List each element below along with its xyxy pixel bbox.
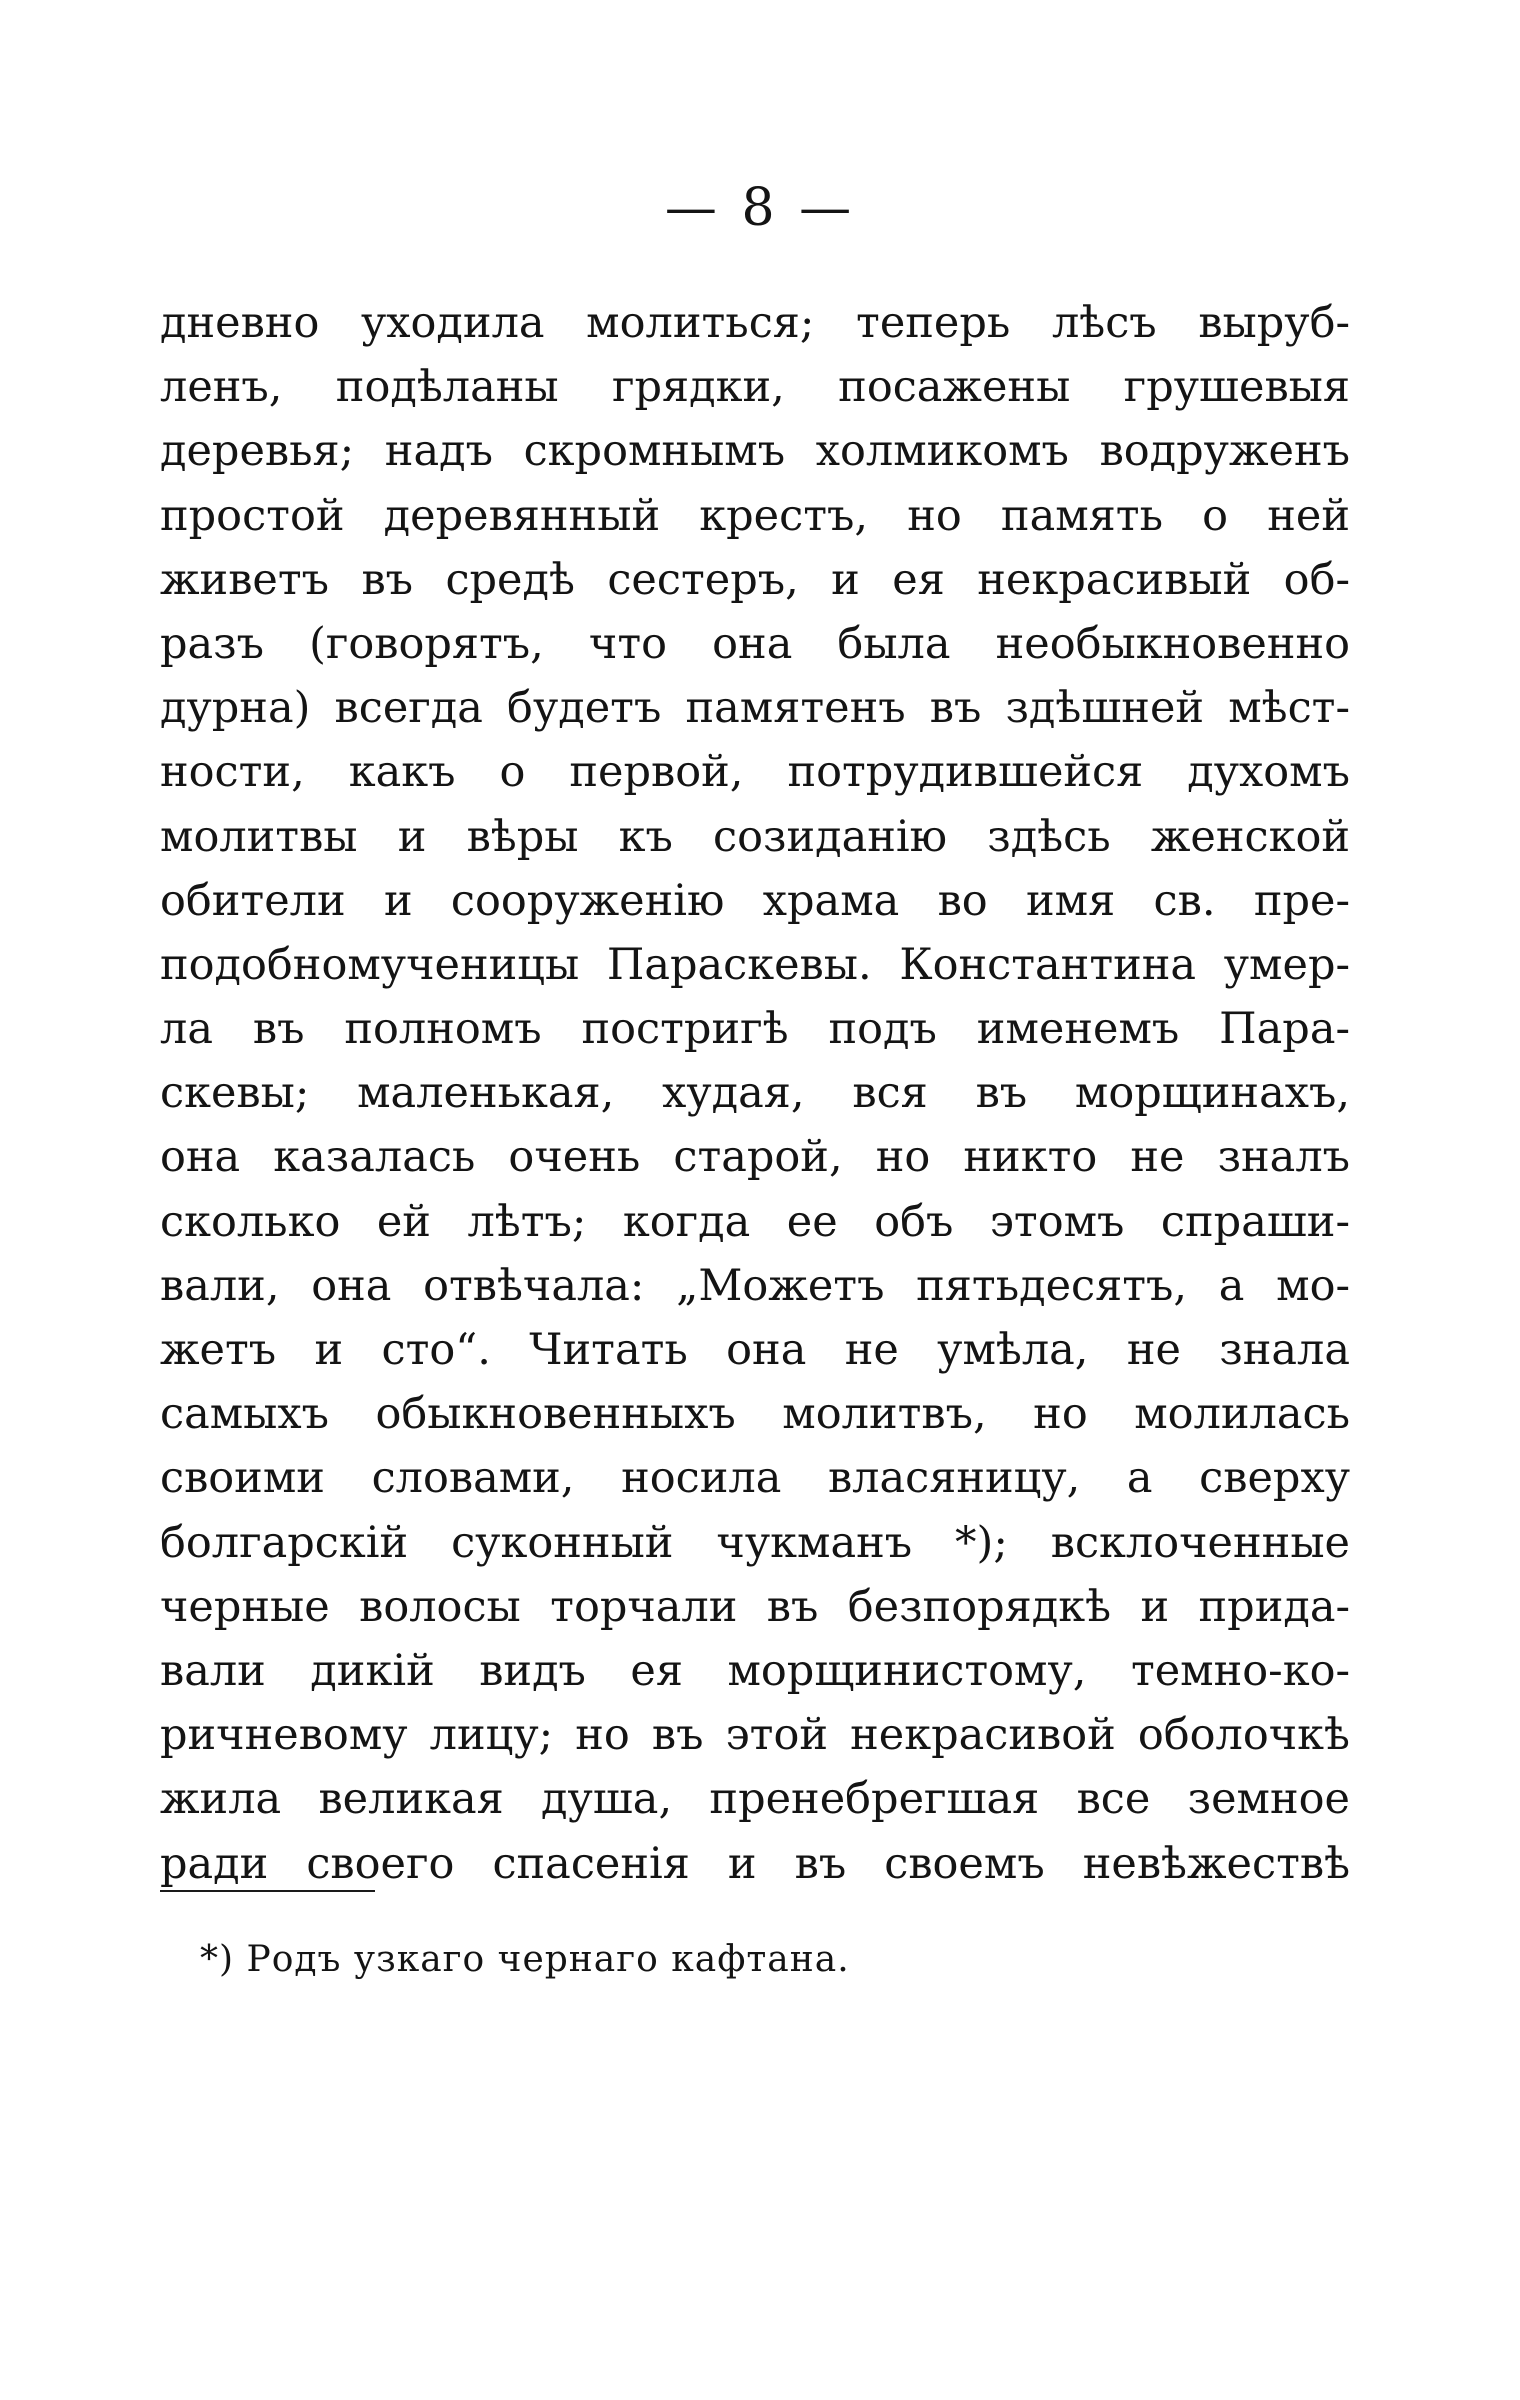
footnote-divider <box>160 1890 375 1892</box>
text-line: ради своего спасенія и въ своемъ невѣжествѣ <box>160 1838 1350 1889</box>
text-line: молитвы и вѣры къ созиданію здѣсь женской <box>160 811 1350 862</box>
page-number: — 8 — <box>664 178 856 238</box>
text-line: своими словами, носила власяницу, а сверху <box>160 1453 1350 1504</box>
text-line: ла въ полномъ постригѣ подъ именемъ Пара- <box>160 1004 1350 1055</box>
text-line: болгарскій суконный чукманъ *); всклоченные <box>160 1517 1350 1568</box>
text-line: обители и сооруженію храма во имя св. пре- <box>160 875 1350 926</box>
footnote: *) Родъ узкаго чернаго кафтана. <box>200 1939 850 1980</box>
text-line: жетъ и сто“. Читать она не умѣла, не знала <box>160 1325 1350 1375</box>
text-line: ности, какъ о первой, потрудившейся духомъ <box>160 747 1350 798</box>
text-line: вали, она отвѣчала: „Можетъ пятьдесятъ, а мо- <box>160 1260 1350 1311</box>
text-line: вали дикій видъ ея морщинистому, темно-ко- <box>160 1645 1350 1696</box>
text-line: подобномученицы Параскевы. Константина умер- <box>160 939 1350 990</box>
text-line: ричневому лицу; но въ этой некрасивой оболочкѣ <box>160 1710 1350 1761</box>
text-line: черные волосы торчали въ безпорядкѣ и прида- <box>160 1581 1350 1632</box>
text-line: деревья; надъ скромнымъ холмикомъ водруженъ <box>160 426 1350 477</box>
text-line: дневно уходила молиться; теперь лѣсъ выруб- <box>160 298 1350 348</box>
body-text <box>160 291 1350 1896</box>
text-line: сколько ей лѣтъ; когда ее объ этомъ спраши- <box>160 1196 1350 1247</box>
text-line: дурна) всегда будетъ памятенъ въ здѣшней мѣст- <box>160 683 1350 734</box>
text-line: жила великая душа, пренебрегшая все земное <box>160 1774 1350 1825</box>
text-line: живетъ въ средѣ сестеръ, и ея некрасивый об- <box>160 554 1350 605</box>
text-line: простой деревянный крестъ, но память о ней <box>160 490 1350 541</box>
text-line: разъ (говорятъ, что она была необыкновенно <box>160 618 1350 669</box>
text-line: самыхъ обыкновенныхъ молитвъ, но молилась <box>160 1389 1350 1440</box>
text-line: ленъ, подѣланы грядки, посажены грушевыя <box>160 362 1350 413</box>
text-line: скевы; маленькая, худая, вся въ морщинахъ, <box>160 1068 1350 1119</box>
text-line: она казалась очень старой, но никто не зналъ <box>160 1132 1350 1183</box>
